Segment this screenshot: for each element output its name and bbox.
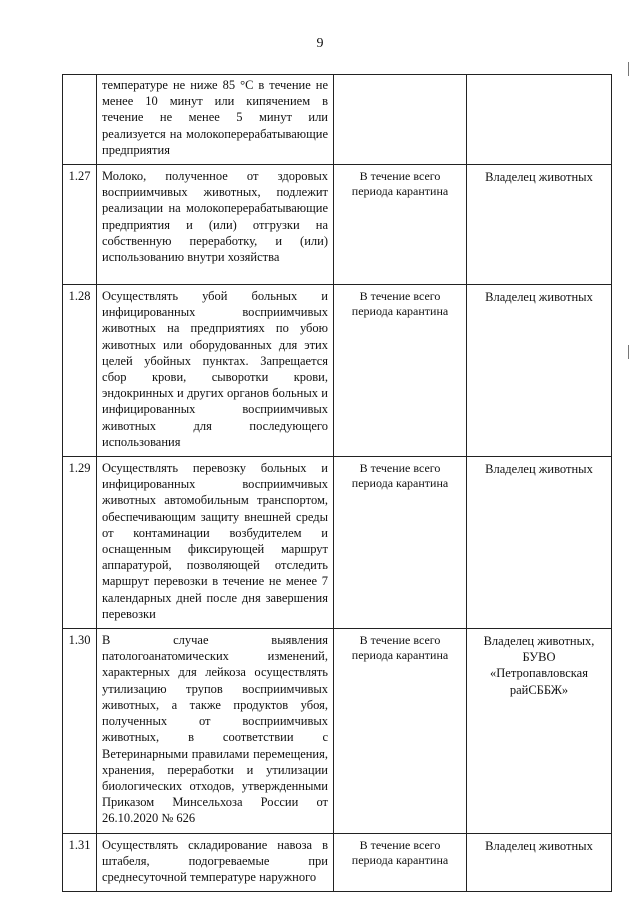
page-number: 9 xyxy=(316,36,324,51)
scan-artifact xyxy=(628,62,629,76)
row-action: Осуществлять складирование навоза в штабеля, подогреваемые при среднесуточной температуре наружного xyxy=(97,833,334,892)
row-term: В течение всего периода карантина xyxy=(334,285,467,457)
row-responsible: Владелец животных xyxy=(467,457,612,629)
row-number: 1.29 xyxy=(63,457,97,629)
row-responsible: Владелец животных xyxy=(467,833,612,892)
table-row xyxy=(63,75,612,165)
row-number xyxy=(63,75,97,165)
scan-artifact xyxy=(628,345,629,359)
measures-table xyxy=(62,74,612,892)
row-term: В течение всего периода карантина xyxy=(334,457,467,629)
table-row xyxy=(63,285,612,457)
row-term: В течение всего периода карантина xyxy=(334,833,467,892)
row-term: В течение всего периода карантина xyxy=(334,629,467,833)
row-term: В течение всего периода карантина xyxy=(334,165,467,285)
row-number: 1.28 xyxy=(63,285,97,457)
row-action: температуре не ниже 85 °С в течение не менее 10 минут или кипячением в течение не менее 5 минут или реализуется на молокоперерабатывающие предприятия xyxy=(97,75,334,165)
table-row xyxy=(63,833,612,892)
row-responsible: Владелец животных xyxy=(467,165,612,285)
row-number: 1.31 xyxy=(63,833,97,892)
row-action: Осуществлять перевозку больных и инфицированных восприимчивых животных автомобильным транспортом, обеспечивающим защиту внешней среды от контаминации возбудителем и оснащенным фиксирующей маршрут аппаратурой, позволяющей отследить маршрут перевозки в течение не менее 7 календарных дней после дня завершения перевозки xyxy=(97,457,334,629)
row-responsible: Владелец животных xyxy=(467,285,612,457)
table-row xyxy=(63,165,612,285)
row-number: 1.27 xyxy=(63,165,97,285)
row-responsible: Владелец животных, БУВО «Петропавловская райСББЖ» xyxy=(467,629,612,833)
row-action: В случае выявления патологоанатомических изменений, характерных для лейкоза осуществлять утилизацию трупов восприимчивых животных, а также продуктов убоя, полученных от восприимчивых животных, в соответствии с Ветеринарными правилами перемещения, хранения, переработки и утилизации биологических отходов, утвержденными Приказом Минсельхоза России от 26.10.2020 № 626 xyxy=(97,629,334,833)
table-row xyxy=(63,457,612,629)
row-action: Осуществлять убой больных и инфицированных восприимчивых животных на предприятиях по убою животных или оборудованных для этих целей убойных пунктах. Запрещается сбор крови, сыворотки крови, эндокринных и других органов больных и инфицированных восприимчивых животных для последующего использования xyxy=(97,285,334,457)
row-term xyxy=(334,75,467,165)
row-number: 1.30 xyxy=(63,629,97,833)
row-responsible xyxy=(467,75,612,165)
table-row xyxy=(63,629,612,833)
row-action: Молоко, полученное от здоровых восприимчивых животных, подлежит реализации на молокоперерабатывающие предприятия и (или) отгрузки на собственную переработку, и (или) использованию внутри хозяйства xyxy=(97,165,334,285)
